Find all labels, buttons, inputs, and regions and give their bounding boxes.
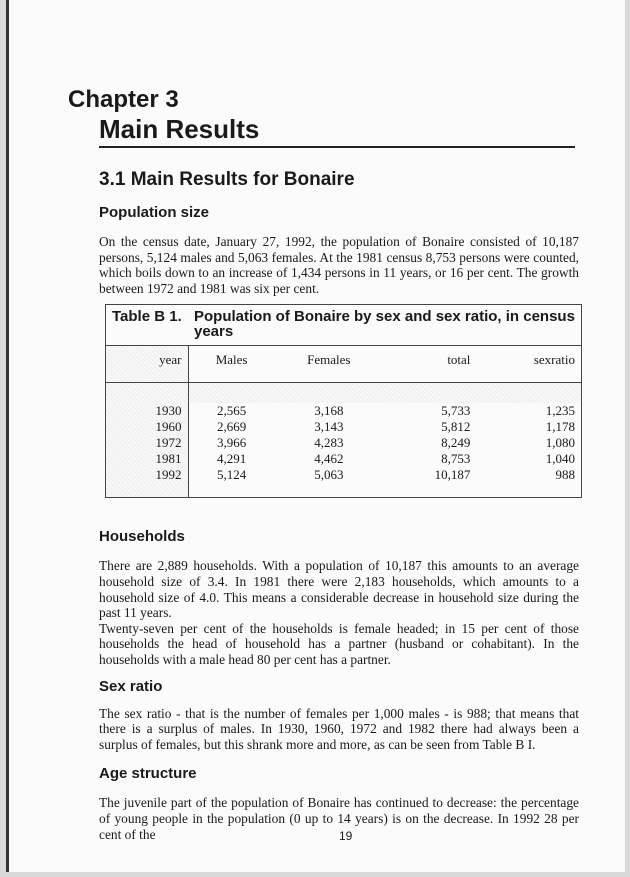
paragraph-households-2: Twenty-seven per cent of the households is female headed; in 15 per cent of those households the head of household has a partner (husband or cohabitant). In the households with a male head 80 per cent has a partner. <box>99 620 579 667</box>
table-row: 1981 4,291 4,462 8,753 1,040 <box>106 451 582 467</box>
table-b1 <box>105 304 582 498</box>
paragraph-population-size: On the census date, January 27, 1992, the population of Bonaire consisted of 10,187 persons, 5,124 males and 5,063 females. At the 1981 census 8,753 persons were counted, which boils down to an increase of 1,434 persons in 11 years, or 16 per cent. The growth between 1972 and 1981 was six per cent. <box>99 234 579 296</box>
paragraph-sex-ratio: The sex ratio - that is the number of females per 1,000 males - is 988; that means that there is a surplus of males. In 1930, 1960, 1972 and 1982 there had always been a surplus of females, but this shrank more and more, as can be seen from Table B I. <box>99 705 579 752</box>
chapter-title: Main Results <box>99 114 260 144</box>
table-row: 1930 2,565 3,168 5,733 1,235 <box>106 403 582 419</box>
table-title: Population of Bonaire by sex and sex ratio, in census years <box>188 305 582 346</box>
table-label: Table B 1. <box>106 305 189 346</box>
page-number: 19 <box>339 829 353 843</box>
table-row: 1992 5,124 5,063 10,187 988 <box>106 467 582 483</box>
document-page <box>6 0 625 872</box>
paragraph-households-1: There are 2,889 households. With a population of 10,187 this amounts to an average household size of 3.4. In 1981 there were 2,183 households, which amounts to a household size of 4.0. This means a considerable decrease in household size during the past 11 years. <box>99 558 579 621</box>
heading-age-structure: Age structure <box>99 765 197 783</box>
col-header-year: year <box>106 346 189 383</box>
col-header-total: total <box>383 346 476 383</box>
table-row: 1972 3,966 4,283 8,249 1,080 <box>106 435 582 451</box>
page-content <box>68 86 579 842</box>
col-header-sexratio: sexratio <box>476 346 581 383</box>
table-row: 1960 2,669 3,143 5,812 1,178 <box>106 419 582 435</box>
heading-population-size: Population size <box>99 204 210 221</box>
col-header-males: Males <box>188 346 275 383</box>
heading-households: Households <box>99 528 185 546</box>
chapter-number: Chapter 3 <box>68 86 179 113</box>
title-rule <box>99 146 575 148</box>
col-header-females: Females <box>275 346 383 383</box>
section-title: 3.1 Main Results for Bonaire <box>99 169 355 190</box>
paragraph-age-structure: The juvenile part of the population of Bonaire has continued to decrease: the percentage of young people in the population (0 up to 14 years) is on the decrease. In 1992 28 per cent of the <box>99 795 579 842</box>
heading-sex-ratio: Sex ratio <box>99 677 163 695</box>
